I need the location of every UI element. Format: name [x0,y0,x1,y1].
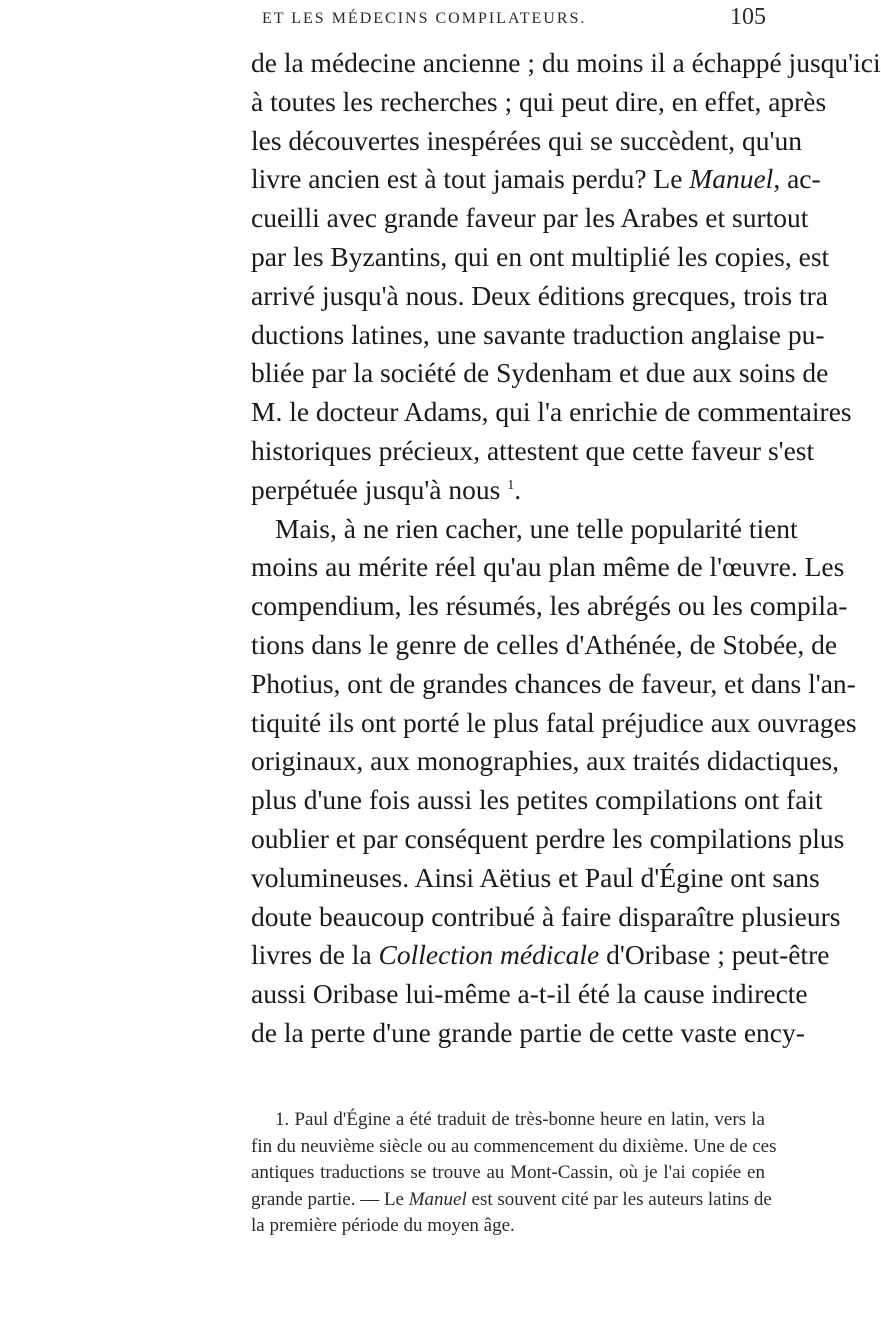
book-title-italic: Manuel [408,1188,467,1210]
footnote-ref: 1 [507,477,515,493]
text-line: tions dans le genre de celles d'Athénée, de Stobée, de [251,628,838,660]
text-run: . [514,473,522,505]
text-run: livre ancien est à tout jamais perdu? Le [251,163,683,195]
text-line [251,471,765,510]
text-line: aussi Oribase lui-même a-t-il été la cause indirecte [251,978,808,1010]
text-line: de la perte d'une grande partie de cette vaste ency- [251,1016,805,1048]
book-title-italic: Manuel [689,163,774,195]
text-run: est souvent cité par les auteurs latins de [466,1188,772,1210]
text-line: compendium, les résumés, les abrégés ou les compila- [251,590,848,622]
text-run: d'Oribase ; peut-être [599,939,830,971]
text-line: les découvertes inespérées qui se succèdent, qu'un [251,124,802,156]
text-line: tiquité ils ont porté le plus fatal préjudice aux ouvrages [251,706,857,738]
text-line [251,936,830,975]
text-line: moins au mérite réel qu'au plan même de l'œuvre. Les [251,551,845,583]
text-line: Mais, à ne rien cacher, une telle popularité tient [275,512,798,544]
page-number: 105 [730,4,766,30]
text-line [251,160,821,199]
text-line: Photius, ont de grandes chances de faveur, et dans l'an- [251,667,856,699]
book-title-italic: Collection médicale [378,939,600,971]
footnote-line: fin du neuvième siècle ou au commencement du dixième. Une de ces [251,1135,777,1157]
footnote-line: la première période du moyen âge. [251,1215,515,1236]
footnote-line: antiques traductions se trouve au Mont-Cassin, où je l'ai copiée en [251,1162,765,1183]
text-run: grande partie. — Le [251,1188,404,1210]
text-line: cueilli avec grande faveur par les Arabes et surtout [251,202,809,234]
text-line: plus d'une fois aussi les petites compilations ont fait [251,784,823,816]
text-line: volumineuses. Ainsi Aëtius et Paul d'Égine ont sans [251,861,820,893]
body-text [251,44,881,1053]
footnotes [251,1107,777,1240]
text-line: doute beaucoup contribué à faire disparaître plusieurs [251,900,841,932]
text-line: historiques précieux, attestent que cette faveur s'est [251,434,815,466]
text-line: par les Byzantins, qui en ont multiplié les copies, est [251,240,830,272]
footnote-line [251,1187,772,1214]
text-line: oublier et par conséquent perdre les compilations plus [251,822,845,854]
footnote-line: 1. Paul d'Égine a été traduit de très-bonne heure en latin, vers la [275,1109,765,1130]
text-line: originaux, aux monographies, aux traités didactiques, [251,745,840,777]
text-line: à toutes les recherches ; qui peut dire, en effet, après [251,85,827,117]
text-line: de la médecine ancienne ; du moins il a échappé jusqu'ici [251,47,881,78]
text-run: perpétuée jusqu'à nous [251,473,501,505]
text-line: arrivé jusqu'à nous. Deux éditions grecques, trois tra [251,279,828,311]
text-line: bliée par la société de Sydenham et due aux soins de [251,357,829,389]
text-run: , ac- [773,163,821,195]
text-line: ductions latines, une savante traduction anglaise pu- [251,318,825,350]
running-head: ET LES MÉDECINS COMPILATEURS. [262,10,587,27]
text-run: livres de la [251,939,372,971]
text-line: M. le docteur Adams, qui l'a enrichie de commentaires [251,396,852,428]
